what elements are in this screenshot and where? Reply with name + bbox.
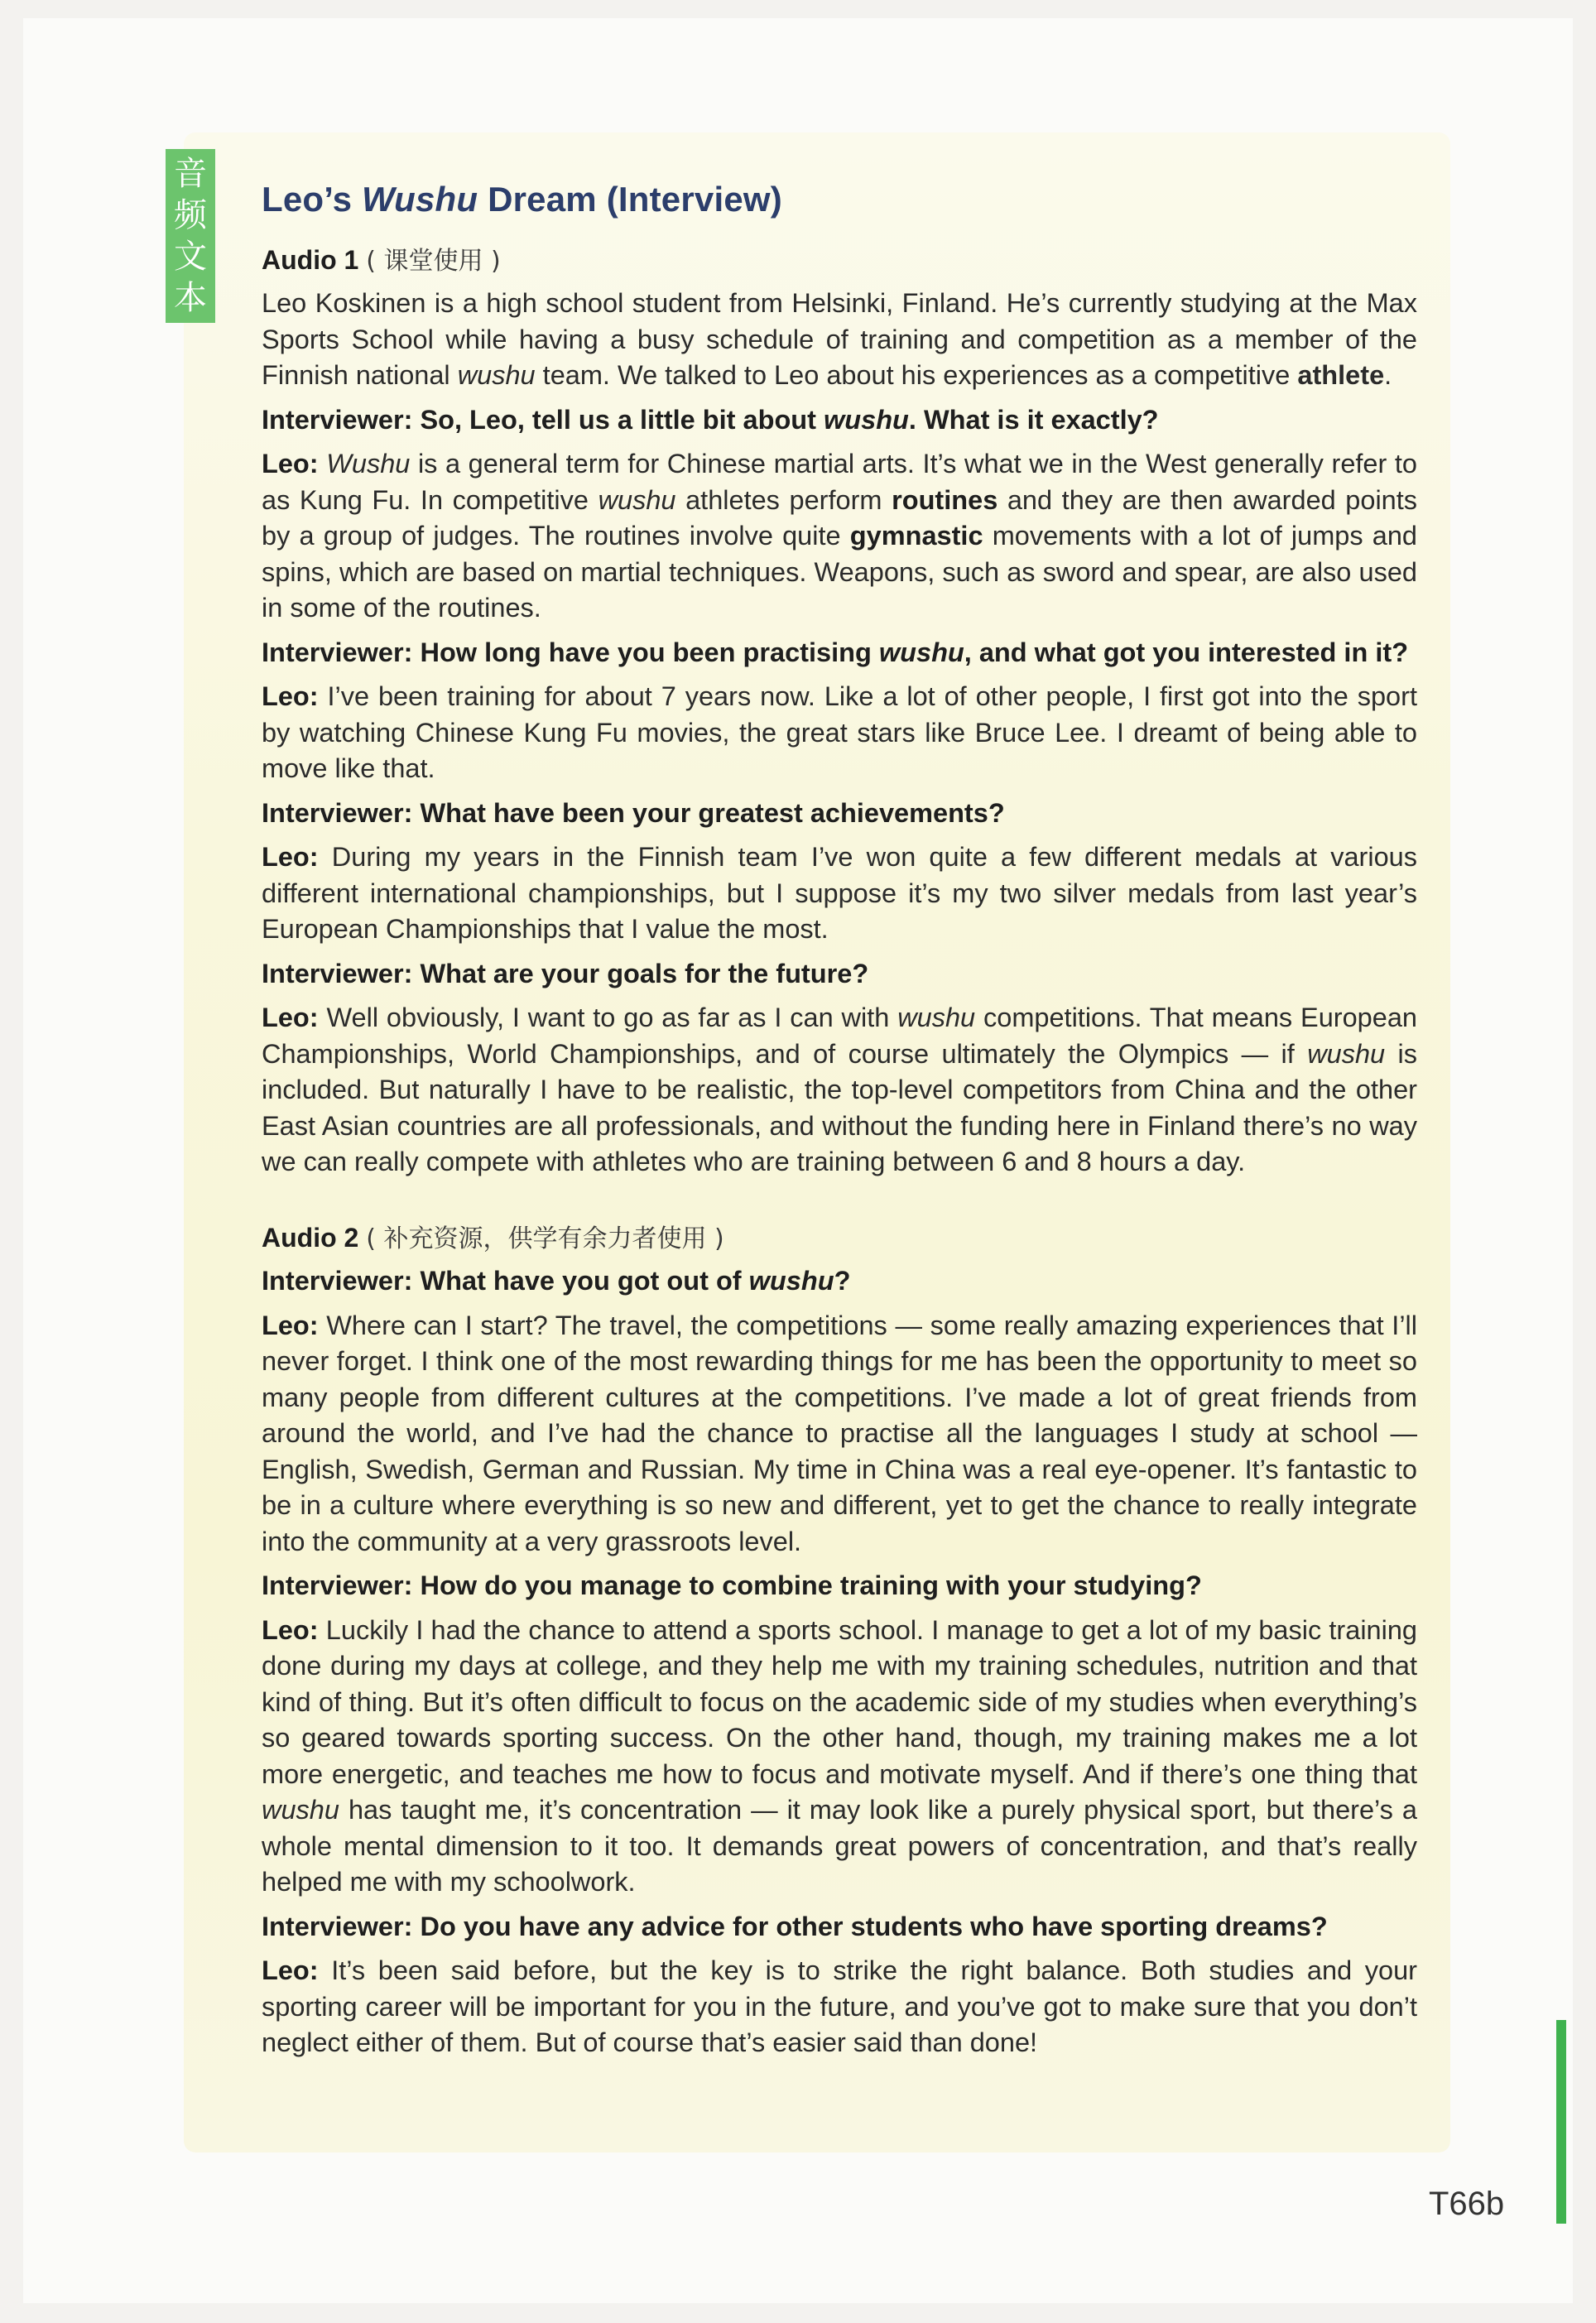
tab-char: 本 (174, 279, 207, 317)
tab-char: 音 (174, 155, 207, 193)
page-number: T66b (1429, 2186, 1505, 2222)
interviewer-question-3: Interviewer: What have been your greatest achievements? (262, 797, 1005, 828)
interviewer-question-1: Interviewer: So, Leo, tell us a little bit about wushu. What is it exactly? (262, 404, 1159, 435)
interviewer-question-2: Interviewer: How long have you been practising wushu, and what got you interested in it? (262, 637, 1409, 667)
interviewer-question-4: Interviewer: What are your goals for the future? (262, 958, 869, 988)
audio-script-tab (166, 149, 215, 323)
leo-answer-7: Leo: It’s been said before, but the key is to strike the right balance. Both studies and your sporting career will be important for you in the future, and you’ve got to make sure that you don’t neglect either of them. But of course that’s easier said than done! (262, 1955, 1417, 2057)
audio-2-heading: Audio 2 ( 补充资源，供学有余力者使用 ) (262, 1222, 724, 1253)
intro-paragraph: Leo Koskinen is a high school student from Helsinki, Finland. He’s currently studying at the Max Sports School while having a busy schedule of training and competition as a member of the Finnish national wushu team. We talked to Leo about his experiences as a competitive athlete. (262, 288, 1417, 390)
interviewer-question-7: Interviewer: Do you have any advice for other students who have sporting dreams? (262, 1911, 1328, 1941)
leo-answer-1: Leo: Wushu is a general term for Chinese martial arts. It’s what we in the West generally refer to as Kung Fu. In competitive wushu athletes perform routines and they are then awarded points by a group of judges. The routines involve quite gymnastic movements with a lot of jumps and spins, which are based on martial techniques. Weapons, such as sword and spear, are also used in some of the routines. (262, 449, 1418, 623)
interviewer-question-5: Interviewer: What have you got out of wushu? (262, 1266, 851, 1296)
page-title: Leo’s Wushu Dream (Interview) (262, 180, 782, 219)
leo-answer-4: Leo: Well obviously, I want to go as far as I can with wushu competitions. That means European Championships, World Championships, and of course ultimately the Olympics — if wushu is included. But naturally I have to be realistic, the top-level competitors from China and the other East Asian countries are all professionals, and without the funding here in Finland there’s no way we can really compete with athletes who are training between 6 and 8 hours a day. (262, 1003, 1417, 1176)
leo-answer-3: Leo: During my years in the Finnish team I’ve won quite a few different medals at various different international championships, but I suppose it’s my two silver medals from last year’s European Championships that I value the most. (262, 842, 1417, 944)
tab-char: 频 (174, 196, 207, 234)
leo-answer-2: Leo: I’ve been training for about 7 years now. Like a lot of other people, I first got into the sport by watching Chinese Kung Fu movies, the great stars like Bruce Lee. I dreamt of being able to move like that. (262, 681, 1417, 783)
tab-char: 文 (174, 238, 207, 276)
green-side-bar (1556, 2020, 1566, 2224)
interviewer-question-6: Interviewer: How do you manage to combine training with your studying? (262, 1570, 1202, 1600)
leo-answer-6: Leo: Luckily I had the chance to attend a sports school. I manage to get a lot of my basic training done during my days at college, and they help me with my training schedules, nutrition and that kind of thing. But it’s often difficult to focus on the academic side of my studies when everything’s so geared towards sporting success. On the other hand, though, my training makes me a lot more energetic, and teaches me how to focus and motivate myself. And if there’s one thing that wushu has taught me, it’s concentration — it may look like a purely physical sport, but there’s a whole mental dimension to it too. It demands great powers of concentration, and that’s really helped me with my schoolwork. (262, 1614, 1417, 1897)
audio-1-heading: Audio 1 ( 课堂使用 ) (262, 244, 501, 276)
leo-answer-5: Leo: Where can I start? The travel, the competitions — some really amazing experiences that I’ll never forget. I think one of the most rewarding things for me has been the opportunity to meet so many people from different cultures at the competitions. I’ve made a lot of great friends from around the world, and I’ve had the chance to practise all the languages I study at school — English, Swedish, German and Russian. My time in China was a real eye-opener. It’s fantastic to be in a culture where everything is so new and different, yet to get the chance to really integrate into the community at a very grassroots level. (262, 1310, 1417, 1556)
transcript (262, 170, 1417, 2070)
section-gap (262, 1189, 1417, 1220)
